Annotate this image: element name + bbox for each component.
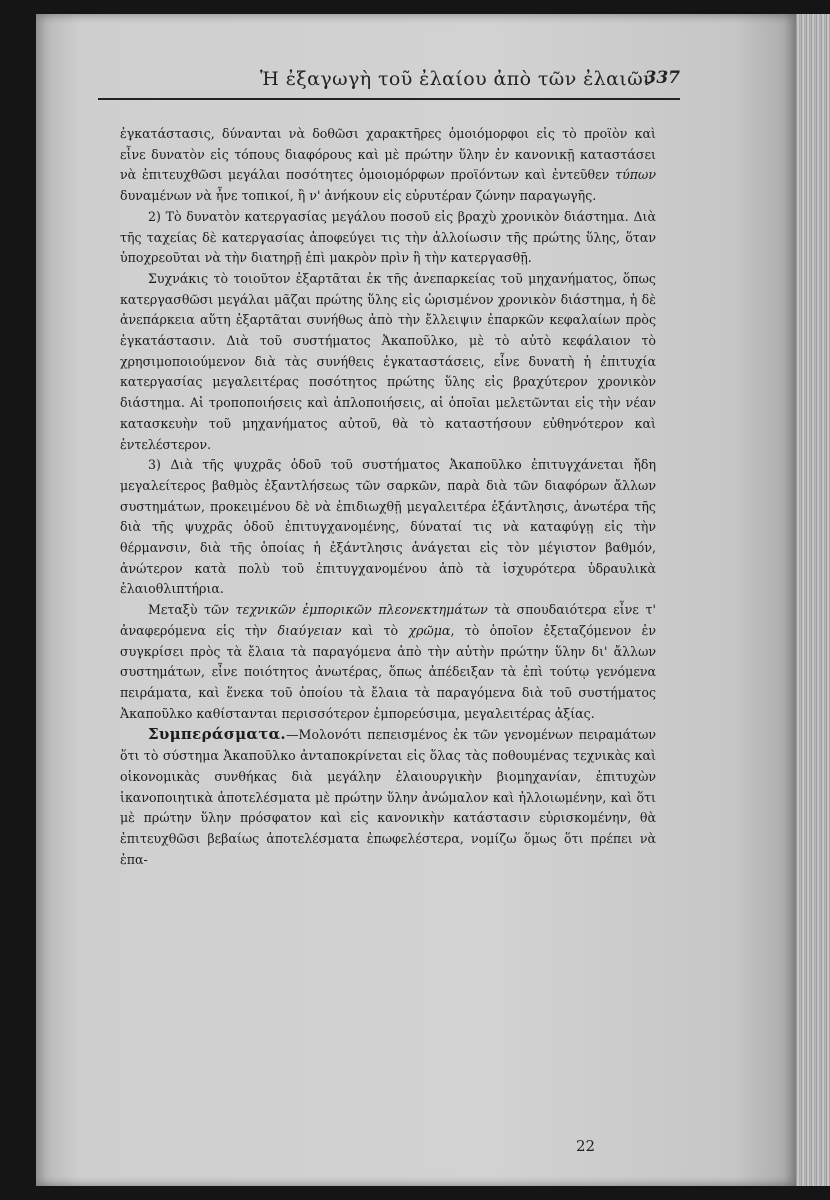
- emphasis-color: χρῶμα: [408, 622, 451, 638]
- emphasis-typon: τύπων: [615, 167, 656, 183]
- signature-mark: 22: [576, 1137, 596, 1155]
- paragraph-4: 3) Διὰ τῆς ψυχρᾶς ὁδοῦ τοῦ συστήματος Ἀκαποῦλκο ἐπιτυγχάνεται ἤδη μεγαλείτερος βαθμὸς ἐξαντλήσεως τῶν σαρκῶν, παρὰ διὰ τῶν διαφόρων ἄλλων συστημάτων, προκειμένου δὲ νὰ ἐπιδιωχθῇ μεγαλειτέρα ἐξάντλησις, ἀνωτέρα τῆς διὰ τῆς ψυχρᾶς ὁδοῦ ἐπιτυγχανομένης, δύναταί τις νὰ καταφύγῃ εἰς τὴν θέρμανσιν, διὰ τῆς ὁποίας ἡ ἐξάντλησις ἀνάγεται εἰς τὸν μέγιστον βαθμόν, ἀνώτερον κατὰ πολὺ τοῦ ἐπιτυγχανομένου ἀπὸ τὰ ἰσχυρότερα ὑδραυλικὰ ἐλαιοθλιπτήρια.: [120, 457, 656, 597]
- running-header: [100, 68, 680, 96]
- paragraph-1: ἐγκατάστασις, δύνανται νὰ δοθῶσι χαρακτῆρες ὁμοιόμορφοι εἰς τὸ προϊὸν καὶ εἶνε δυνατὸν εἰς τόπους διαφόρους καὶ μὲ πρώτην ὕλην ἐν κανονικῇ καταστάσει νὰ ἐπιτευχθῶσι μεγάλαι ποσότητες ὁμοιομόρφων προϊόντων καὶ ἐντεῦθεν τύπων δυναμένων νὰ ἦνε τοπικοί, ἢ ν' ἀνήκουν εἰς εὐρυτέραν ζώνην παραγωγῆς.: [120, 126, 656, 204]
- header-title: Ἡ ἐξαγωγὴ τοῦ ἐλαίου ἀπὸ τῶν ἐλαιῶν: [260, 68, 656, 90]
- emphasis-advantages: τεχνικῶν ἐμπορικῶν πλεονεκτημάτων: [235, 602, 488, 618]
- paragraph-6: Συμπεράσματα.—Μολονότι πεπεισμένος ἐκ τῶν γενομένων πειραμάτων ὅτι τὸ σύστημα Ἀκαποῦλκο ἀνταποκρίνεται εἰς ὅλας τὰς ποθουμένας τεχνικὰς καὶ οἰκονομικὰς συνθήκας διὰ μεγάλην ἐλαιουργικὴν βιομηχανίαν, ἐπιτυχὼν ἱκανοποιητικὰ ἀποτελέσματα μὲ πρώτην ὕλην ἀνώμαλον καὶ ἠλλοιωμένην, καὶ ὅτι μὲ πρώτην ὕλην πρόσφατον καὶ εἰς κανονικὴν κατάστασιν εὑρισκομένην, θὰ ἐπιτευχθῶσι βεβαίως ἀποτελέσματα ἐπωφελέστερα, νομίζω ὅμως ὅτι πρέπει νὰ ἐπα-: [120, 725, 656, 867]
- paragraph-2: 2) Τὸ δυνατὸν κατεργασίας μεγάλου ποσοῦ εἰς βραχὺ χρονικὸν διάστημα. Διὰ τῆς ταχείας δὲ κατεργασίας ἀποφεύγει τις τὴν ἀλλοίωσιν τῆς πρώτης ὕλης, ὅταν ὑποχρεοῦται νὰ τὴν διατηρῇ ἐπὶ μακρὸν πρὶν ἢ τὴν κατεργασθῇ.: [120, 208, 656, 266]
- page-edges: [796, 14, 830, 1186]
- body-text: [120, 124, 656, 870]
- emphasis-clarity: διαύγειαν: [277, 622, 342, 638]
- paragraph-3: Συχνάκις τὸ τοιοῦτον ἐξαρτᾶται ἐκ τῆς ἀνεπαρκείας τοῦ μηχανήματος, ὅπως κατεργασθῶσι μεγάλαι μᾶζαι πρώτης ὕλης εἰς ὡρισμένον χρονικὸν διάστημα, ἡ δὲ ἀνεπάρκεια αὕτη ἐξαρτᾶται συνήθως ἀπὸ τὴν ἔλλειψιν ἐπαρκῶν κεφαλαίων πρὸς ἐγκατάστασιν. Διὰ τοῦ συστήματος Ἀκαποῦλκο, μὲ τὸ αὐτὸ κεφάλαιον τὸ χρησιμοποιούμενον διὰ τὰς συνήθεις ἐγκαταστάσεις, εἶνε δυνατὴ ἡ ἐπιτυχία κατεργασίας μεγαλειτέρας ποσότητος πρώτης ὕλης εἰς βραχύτερον χρονικὸν διάστημα. Αἱ τροποποιήσεις καὶ ἁπλοποιήσεις, αἱ ὁποῖαι μελετῶνται εἰς τὴν νέαν κατασκευὴν τοῦ μηχανήματος αὐτοῦ, θὰ τὸ καταστήσουν εὐθηνότερον καὶ ἐντελέστερον.: [120, 270, 656, 452]
- header-rule: [98, 98, 680, 100]
- conclusions-heading: Συμπεράσματα.: [148, 725, 286, 744]
- page-number: 337: [644, 68, 680, 88]
- paragraph-5: Μεταξὺ τῶν τεχνικῶν ἐμπορικῶν πλεονεκτημάτων τὰ σπουδαιότερα εἶνε τ' ἀναφερόμενα εἰς τὴν διαύγειαν καὶ τὸ χρῶμα, τὸ ὁποῖον ἐξεταζόμενον ἐν συγκρίσει πρὸς τὰ ἔλαια τὰ παραγόμενα ἀπὸ τὴν αὐτὴν πρώτην ὕλην δι' ἄλλων συστημάτων, εἶνε ποιότητος ἀνωτέρας, ὅπως ἀπέδειξαν τὰ ἐπὶ τούτῳ γενόμενα πειράματα, καὶ ἕνεκα τοῦ ὁποίου τὰ ἔλαια τὰ παραγόμενα διὰ τοῦ συστήματος Ἀκαποῦλκο καθίστανται περισσότερον ἐμπορεύσιμα, μεγαλειτέρας ἀξίας.: [120, 602, 656, 721]
